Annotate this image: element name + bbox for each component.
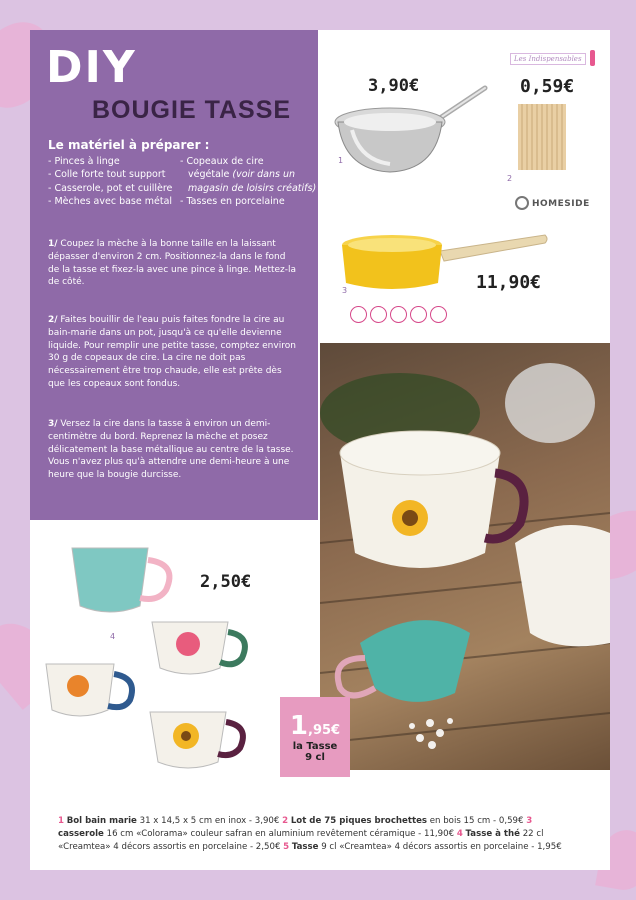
step-1: [48, 238, 298, 289]
certification-icon: [350, 306, 367, 323]
product-number: 4: [110, 632, 116, 641]
price-skewers: 0,59€: [520, 76, 575, 97]
footer-product-name: Tasse à thé: [465, 829, 520, 839]
price-saucepan: 11,90€: [476, 272, 542, 293]
brand-tag-marker: [590, 50, 595, 66]
footer-product-name: casserole: [58, 829, 104, 839]
material-item-note: (voir dans un: [232, 169, 295, 181]
footer-number: 5: [283, 842, 290, 852]
material-item-note: magasin de loisirs créatifs): [188, 182, 317, 194]
price-small-cup: [280, 711, 350, 741]
footer-product-desc: 31 x 14,5 x 5 cm en inox - 3,90€: [136, 816, 283, 826]
product-number: 2: [507, 174, 513, 183]
material-item: - Copeaux de cire: [180, 156, 264, 167]
step-text: Versez la cire dans la tasse à environ un demi-centimètre du bord. Reprenez la mèche et posez délicatement la base métallique au centre de la tasse. Vous n'avez plus qu'à attendre une demi-heure à une heure que la bougie durcisse.: [48, 419, 294, 481]
price-label: la Tasse: [292, 741, 338, 752]
price-integer: 1: [289, 711, 308, 741]
product-number: 1: [338, 156, 344, 165]
material-item: [180, 182, 316, 195]
material-item: [180, 168, 316, 181]
footer-product-name: Tasse: [291, 842, 319, 852]
product-number: 3: [342, 286, 348, 295]
price-teacup: 2,50€: [200, 572, 252, 592]
step-number: 3/: [48, 419, 58, 429]
step-3: [48, 418, 298, 482]
step-text: Faites bouillir de l'eau puis faites fondre la cire au bain-marie dans un pot, jusqu'à ce qu'elle devienne liquide. Pour remplir une petite tasse, comptez environ 30 g de copeaux de cire. La cire ne doit pas nécessairement être trop chaude, elle est prête dès que les copeaux sont fondus.: [48, 315, 296, 389]
page-title: DIY: [46, 42, 137, 93]
footer-product-name: Lot de 75 piques brochettes: [290, 816, 428, 826]
materials-right-list: [180, 155, 316, 209]
step-2: [48, 314, 298, 391]
brand-tag: Les Indispensables: [510, 53, 586, 65]
step-text: Coupez la mèche à la bonne taille en la laissant dépasser d'environ 2 cm. Positionnez-la dans le fond de la tasse et fixez-la avec une pince à linge. Mettez-la de côté.: [48, 239, 297, 288]
material-item: - Tasses en porcelaine: [180, 196, 285, 208]
price-decimal: ,95€: [308, 723, 341, 738]
certification-icons: [350, 306, 447, 323]
material-item: - Colle forte tout support: [48, 169, 166, 181]
bain-marie-bowl-image: [330, 80, 490, 190]
price-label: 9 cl: [305, 752, 325, 763]
skewers-image: [518, 104, 566, 170]
price-box-small-cup: [280, 697, 350, 777]
certification-icon: [410, 306, 427, 323]
footer-number: 1: [58, 816, 64, 826]
step-number: 1/: [48, 239, 58, 249]
footer-product-desc: 16 cm «Colorama» couleur safran en aluminium revêtement céramique - 11,90€: [103, 829, 457, 839]
step-number: 2/: [48, 315, 58, 325]
product-details-footer: [58, 815, 580, 854]
material-item: - Pinces à linge: [48, 156, 120, 167]
certification-icon: [370, 306, 387, 323]
brand-logo: HOMESIDE: [532, 199, 590, 209]
footer-product-name: Bol bain marie: [66, 816, 137, 826]
material-item: - Mèches avec base métal: [48, 196, 173, 208]
footer-product-desc: en bois 15 cm - 0,59€: [427, 816, 527, 826]
footer-product-desc: 22 cl «Creamtea» 4 décors assortis en porcelaine - 2,50€: [58, 829, 544, 852]
materials-left-list: [48, 155, 172, 209]
materials-title: Le matériel à préparer :: [48, 138, 210, 152]
homeside-logo-icon: [515, 196, 529, 210]
material-item: - Casserole, pot et cuillère: [48, 182, 173, 194]
teacups-image: [40, 540, 290, 780]
price-bain-marie: 3,90€: [368, 76, 420, 96]
candle-cups-photo: [320, 343, 610, 770]
footer-number: 4: [456, 829, 463, 839]
footer-number: 2: [282, 816, 289, 826]
certification-icon: [430, 306, 447, 323]
certification-icon: [390, 306, 407, 323]
page-subtitle: BOUGIE TASSE: [92, 96, 292, 124]
footer-product-desc: 9 cl «Creamtea» 4 décors assortis en porcelaine - 1,95€: [318, 842, 562, 852]
material-item-text: végétale: [188, 169, 233, 181]
footer-number: 3: [526, 816, 533, 826]
